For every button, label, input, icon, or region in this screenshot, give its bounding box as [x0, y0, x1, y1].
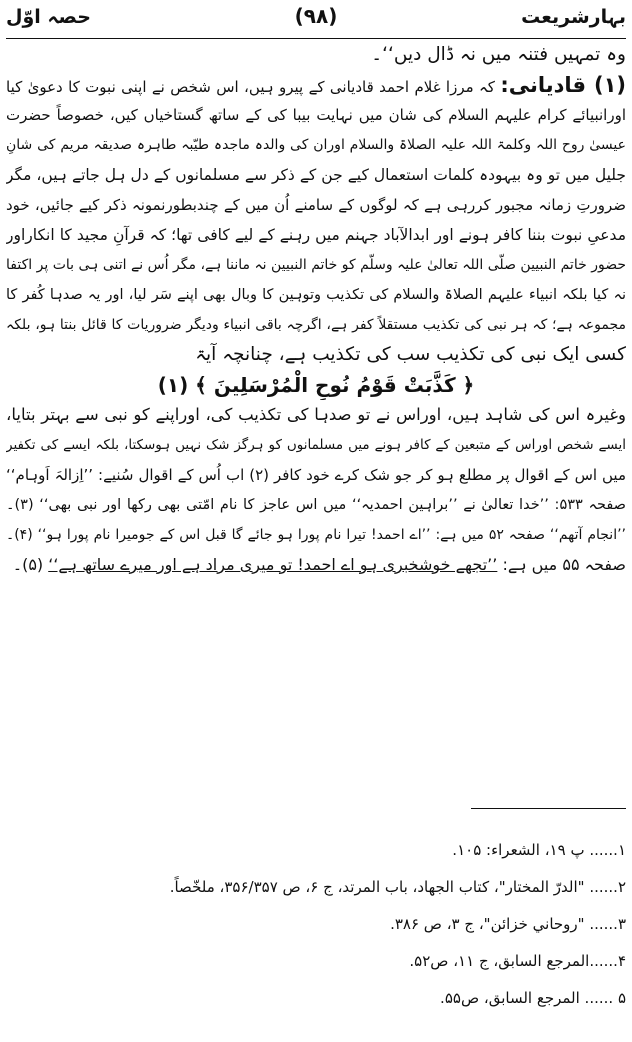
text-span: کہ مرزا غلام احمد قادیانی کے پیرو ہیں، اس شخص نے اپنی نبوت کا دعویٰ کیا [6, 78, 501, 96]
text-line: ایسے شخص اوراس کے متبعین کے کافر ہونے میں مسلمانوں کو ہرگز شک نہیں ہوسکتا، بلکہ ایسے کی تکفیر [6, 437, 626, 453]
text-line: جلیل میں تو وہ بیہودہ کلمات استعمال کیے جن کے ذکر سے مسلمانوں کے دل ہل جاتے ہیں، مگر [6, 166, 626, 184]
text-line: وہ تمہیں فتنہ میں نہ ڈال دیں‘‘۔ [371, 44, 626, 65]
main-text [6, 40, 626, 580]
text-line: مجموعہ ہے؛ کہ ہر نبی کی تکذیب مستقلاً کفر ہے، اگرچہ باقی انبیاء ودیگر ضروریات کا قائل بنتا ہو، بلکہ [6, 317, 626, 333]
footnote: ۴......المرجع السابق، ج ۱۱، ص۵۲. [409, 952, 626, 970]
footnote: ۵ ...... المرجع السابق، ص۵۵. [440, 989, 626, 1007]
text-line [6, 550, 626, 580]
text-line: کسی ایک نبی کی تکذیب سب کی تکذیب ہے، چنانچہ آیۃ [195, 344, 626, 365]
text-line: ’’انجام آتھم‘‘ صفحہ ۵۲ میں ہے: ’’اے احمد! تیرا نام پورا ہو جائے گا قبل اس کے جومیرا نام پورا ہو‘‘ (۴)۔ [6, 527, 626, 543]
footnote: ۳...... "روحاني خزائن"، ج ۳، ص ۳۸۶. [390, 915, 626, 933]
text-line: اورانبیائے کرام علیہم السلام کی شان میں نہایت بیبا کی کے ساتھ گستاخیاں کیں، خصوصاً حضرت [6, 106, 626, 124]
text-line: وغیرہ اس کی شاہد ہیں، اوراس نے تو صدہا کی تکذیب کی، اوراپنے کو نبی سے بہتر بتایا، [6, 405, 626, 424]
text-line: صفحہ ۵۳۳: ’’خدا تعالیٰ نے ’’براہین احمدیہ‘‘ میں اس عاجز کا نام امّتی بھی رکھا اور نبی بھی‘‘ (۳)۔ [6, 497, 626, 513]
text-line: مدعیِ نبوت بننا کافر ہونے اور ابدالآباد جہنم میں رہنے کے لیے کافی تھا؛ کہ قرآنِ مجید کا انکاراور [6, 226, 626, 244]
quranic-verse: ﴿ كَذَّبَتْ قَوْمُ نُوحِ الْمُرْسَلِينَ ﴾ (۱) [157, 373, 475, 397]
header-divider [6, 38, 626, 39]
text-line [6, 70, 626, 100]
text-line: میں اس کے اقوال پر مطلع ہو کر جو شک کرے خود کافر (۲) اب اُس کے اقوال سُنیے: ’’اِزالہَ اَوہام‘‘ [6, 466, 626, 484]
book-title: بہارشریعت [521, 6, 626, 28]
text-span: (۵)۔ [12, 555, 49, 574]
footnotes [6, 832, 626, 1017]
underlined-quote: ’’تجھے خوشخبری ہو اے احمد! تو میری مراد ہے اور میرے ساتھ ہے‘‘ [48, 555, 498, 574]
text-span: صفحہ ۵۵ میں ہے: [497, 555, 626, 574]
page-number: (۹۸) [294, 4, 338, 28]
footnote-divider [471, 808, 626, 809]
part-label: حصہ اوّل [6, 6, 91, 28]
page-header [6, 2, 626, 36]
text-line: حضور خاتم النبیین صلّی اللہ تعالیٰ علیہ وسلّم کو خاتم النبیین نہ ماننا ہے، مگر اُس نے اتنی ہی بات پر اکتفا [6, 257, 626, 273]
text-line: نہ کیا بلکہ انبیاء علیہم الصلاۃ والسلام کی تکذیب وتوہین کا وبال بھی اپنے سَر لیا، اور یہ صدہا کُفر کا [6, 287, 626, 303]
text-line: عیسیٰ روح اللہ وکلمۃ اللہ علیہ الصلاۃ والسلام اوران کی والدہ ماجدہ طیّبہ طاہرہ صدیقہ مریم کی شانِ [6, 137, 626, 153]
footnote: ۱...... پ ۱۹، الشعراء: ۱۰۵. [452, 841, 626, 859]
footnote: ۲...... "الدرّ المختار"، كتاب الجهاد، باب المرتد، ج ۶، ص ۳۵۶/۳۵۷، ملخّصاً. [169, 878, 626, 896]
text-line: ضرورتِ زمانہ مجبور کررہی ہے کہ لوگوں کے سامنے اُن میں کے چندبطورنمونہ ذکر کیے جائیں، خود [6, 196, 626, 214]
section-heading: (۱) قادیانی: [500, 73, 626, 97]
